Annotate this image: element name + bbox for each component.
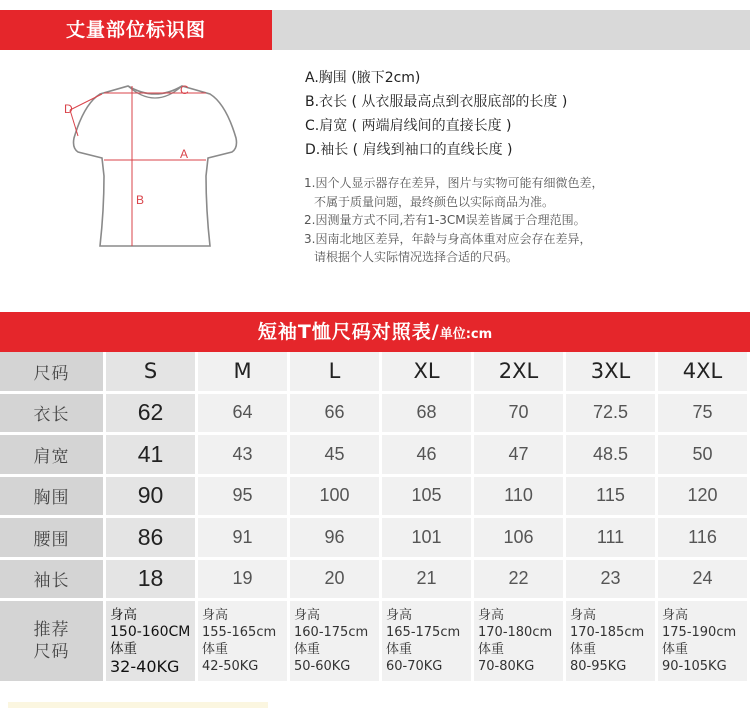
height-label: 身高 — [570, 608, 597, 623]
table-cell: 101 — [382, 518, 474, 560]
recommend-label-line2: 尺码 — [33, 642, 70, 662]
size-header-s: S — [106, 352, 198, 394]
table-cell: 66 — [290, 394, 382, 436]
table-cell: 21 — [382, 560, 474, 602]
definition-chest: A.胸围 (腋下2cm) — [305, 70, 421, 86]
size-header-3xl: 3XL — [566, 352, 658, 394]
weight-value: 70-80KG — [478, 659, 535, 674]
height-value: 150-160CM — [110, 624, 191, 640]
size-header-xl: XL — [382, 352, 474, 394]
weight-label: 体重 — [570, 642, 597, 657]
height-value: 160-175cm — [294, 625, 369, 640]
table-cell: 90 — [106, 477, 198, 519]
height-label: 身高 — [202, 608, 229, 623]
sleeve-measure-line — [70, 94, 102, 110]
definition-length: B.衣长 ( 从衣服最高点到衣服底部的长度 ) — [305, 94, 568, 110]
measurement-diagram-title: 丈量部位标识图 — [0, 10, 272, 50]
note-line: 1.因个人显示器存在差异，图片与实物可能有细微色差， — [304, 176, 604, 190]
table-cell: 96 — [290, 518, 382, 560]
weight-value: 60-70KG — [386, 659, 443, 674]
height-label: 身高 — [478, 608, 505, 623]
weight-label: 体重 — [662, 642, 689, 657]
recommend-cell — [382, 601, 474, 684]
height-value: 175-190cm — [662, 625, 737, 640]
size-header-2xl: 2XL — [474, 352, 566, 394]
table-cell: 48.5 — [566, 435, 658, 477]
weight-value: 50-60KG — [294, 659, 351, 674]
recommend-cell — [198, 601, 290, 684]
table-cell: 72.5 — [566, 394, 658, 436]
table-cell: 50 — [658, 435, 750, 477]
table-cell: 100 — [290, 477, 382, 519]
row-label: 袖长 — [0, 560, 106, 602]
table-cell: 45 — [290, 435, 382, 477]
size-header-l: L — [290, 352, 382, 394]
table-cell: 64 — [198, 394, 290, 436]
top-header-bar — [0, 10, 750, 50]
table-cell: 75 — [658, 394, 750, 436]
table-cell: 111 — [566, 518, 658, 560]
note-line: 3.因南北地区差异，年龄与身高体重对应会存在差异， — [304, 231, 592, 246]
weight-label: 体重 — [110, 641, 137, 657]
definition-shoulder: C.肩宽 ( 两端肩线间的直接长度 ) — [305, 118, 512, 134]
row-label-recommend — [0, 601, 106, 684]
size-header-row — [0, 352, 750, 394]
table-row-chest — [0, 477, 750, 519]
table-cell: 116 — [658, 518, 750, 560]
weight-label: 体重 — [386, 642, 413, 657]
table-row-waist — [0, 518, 750, 560]
recommend-cell — [474, 601, 566, 684]
table-cell: 20 — [290, 560, 382, 602]
note-line: 2.因测量方式不同,若有1-3CM误差皆属于合理范围。 — [304, 213, 586, 227]
tshirt-collar — [128, 86, 182, 98]
height-value: 170-185cm — [570, 625, 645, 640]
table-cell: 23 — [566, 560, 658, 602]
size-table-unit: 单位:cm — [439, 327, 493, 342]
size-header-m: M — [198, 352, 290, 394]
label-c: C — [180, 83, 189, 97]
bottom-accent — [8, 702, 268, 708]
recommend-cell — [290, 601, 382, 684]
measurement-definitions — [305, 66, 745, 162]
table-cell: 47 — [474, 435, 566, 477]
weight-value: 32-40KG — [110, 657, 180, 676]
label-d: D — [64, 102, 73, 116]
weight-label: 体重 — [478, 642, 505, 657]
tshirt-outline — [74, 86, 237, 246]
table-cell: 115 — [566, 477, 658, 519]
table-cell: 70 — [474, 394, 566, 436]
recommend-cell — [106, 601, 198, 684]
table-cell: 24 — [658, 560, 750, 602]
definition-sleeve: D.袖长 ( 肩线到袖口的直线长度 ) — [305, 142, 513, 158]
notes-block — [304, 174, 744, 267]
note-line: 请根据个人实际情况选择合适的尺码。 — [314, 250, 519, 264]
label-b: B — [136, 193, 145, 207]
note-line: 不属于质量问题，最终颜色以实际商品为准。 — [314, 194, 555, 209]
table-cell: 22 — [474, 560, 566, 602]
table-cell: 95 — [198, 477, 290, 519]
table-row-length — [0, 394, 750, 436]
size-table — [0, 352, 750, 684]
weight-value: 42-50KG — [202, 659, 259, 674]
table-row-sleeve — [0, 560, 750, 602]
table-cell: 106 — [474, 518, 566, 560]
height-label: 身高 — [110, 607, 137, 623]
table-cell: 110 — [474, 477, 566, 519]
table-cell: 68 — [382, 394, 474, 436]
row-label: 尺码 — [0, 352, 106, 394]
weight-value: 90-105KG — [662, 659, 727, 674]
table-cell: 19 — [198, 560, 290, 602]
table-cell: 91 — [198, 518, 290, 560]
tshirt-diagram — [60, 80, 250, 255]
recommend-cell — [566, 601, 658, 684]
weight-label: 体重 — [202, 642, 229, 657]
row-label: 衣长 — [0, 394, 106, 436]
table-cell: 46 — [382, 435, 474, 477]
table-cell: 41 — [106, 435, 198, 477]
height-value: 165-175cm — [386, 625, 461, 640]
table-cell: 105 — [382, 477, 474, 519]
recommend-label-line1: 推荐 — [33, 620, 70, 640]
table-cell: 86 — [106, 518, 198, 560]
row-label: 腰围 — [0, 518, 106, 560]
height-label: 身高 — [386, 608, 413, 623]
weight-value: 80-95KG — [570, 659, 627, 674]
height-value: 170-180cm — [478, 625, 553, 640]
row-label: 胸围 — [0, 477, 106, 519]
table-cell: 120 — [658, 477, 750, 519]
table-cell: 43 — [198, 435, 290, 477]
label-a: A — [180, 147, 189, 161]
table-row-shoulder — [0, 435, 750, 477]
height-label: 身高 — [294, 608, 321, 623]
size-header-4xl: 4XL — [658, 352, 750, 394]
table-cell: 62 — [106, 394, 198, 436]
table-cell: 18 — [106, 560, 198, 602]
table-row-recommend — [0, 601, 750, 684]
size-table-title-bar — [0, 312, 750, 352]
height-value: 155-165cm — [202, 625, 277, 640]
recommend-cell — [658, 601, 750, 684]
row-label: 肩宽 — [0, 435, 106, 477]
bottom-strip — [0, 700, 750, 708]
height-label: 身高 — [662, 608, 689, 623]
size-table-title: 短袖T恤尺码对照表/ — [257, 321, 440, 343]
weight-label: 体重 — [294, 642, 321, 657]
